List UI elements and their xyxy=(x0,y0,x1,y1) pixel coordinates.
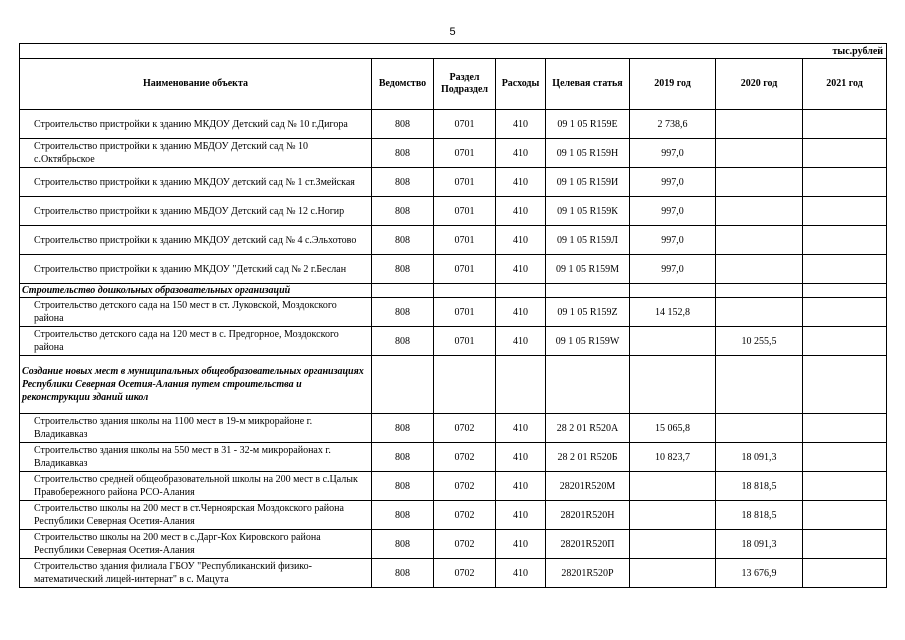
section-code-cell: 0701 xyxy=(434,298,496,327)
department-cell: 808 xyxy=(372,168,434,197)
expense-code-cell: 410 xyxy=(496,255,546,284)
target-article-cell: 09 1 05 R159М xyxy=(546,255,630,284)
empty-cell xyxy=(716,284,803,298)
amount-2021-cell xyxy=(803,414,887,443)
section-code-cell: 0701 xyxy=(434,197,496,226)
amount-2019-cell: 997,0 xyxy=(630,168,716,197)
target-article-cell: 28 2 01 R520Б xyxy=(546,443,630,472)
amount-2019-cell: 997,0 xyxy=(630,255,716,284)
object-name-cell: Строительство пристройки к зданию МКДОУ детский сад № 1 ст.Змейская xyxy=(20,168,372,197)
object-name-cell: Строительство школы на 200 мест в с.Дарг-Кох Кировского района Республики Северная Осетия-Алания xyxy=(20,530,372,559)
department-cell: 808 xyxy=(372,559,434,588)
expense-code-cell: 410 xyxy=(496,559,546,588)
empty-cell xyxy=(546,356,630,414)
amount-2020-cell xyxy=(716,139,803,168)
department-cell: 808 xyxy=(372,110,434,139)
object-name-cell: Строительство детского сада на 120 мест в с. Предгорное, Моздокского района xyxy=(20,327,372,356)
table-body xyxy=(20,110,887,588)
amount-2021-cell xyxy=(803,139,887,168)
section-code-cell: 0702 xyxy=(434,501,496,530)
amount-2020-cell xyxy=(716,226,803,255)
section-heading: Создание новых мест в муниципальных общеобразовательных организациях Республики Северная Осетия-Алания путем строительства и реконструкции зданий школ xyxy=(20,356,372,414)
expense-code-cell: 410 xyxy=(496,226,546,255)
table-row xyxy=(20,255,887,284)
col-header-2019: 2019 год xyxy=(630,59,716,110)
object-name-cell: Строительство пристройки к зданию МКДОУ детский сад № 4 с.Эльхотово xyxy=(20,226,372,255)
section-code-cell: 0702 xyxy=(434,472,496,501)
object-name-cell: Строительство пристройки к зданию МКДОУ Детский сад № 10 г.Дигора xyxy=(20,110,372,139)
amount-2019-cell xyxy=(630,530,716,559)
target-article-cell: 28201R520М xyxy=(546,472,630,501)
table-row xyxy=(20,501,887,530)
budget-table xyxy=(19,43,887,588)
amount-2021-cell xyxy=(803,327,887,356)
amount-2020-cell xyxy=(716,168,803,197)
expense-code-cell: 410 xyxy=(496,327,546,356)
table-row xyxy=(20,327,887,356)
header-row xyxy=(20,59,887,110)
department-cell: 808 xyxy=(372,443,434,472)
section-code-cell: 0701 xyxy=(434,255,496,284)
department-cell: 808 xyxy=(372,298,434,327)
amount-2020-cell xyxy=(716,197,803,226)
amount-2019-cell: 997,0 xyxy=(630,226,716,255)
target-article-cell: 09 1 05 R159Л xyxy=(546,226,630,255)
amount-2021-cell xyxy=(803,472,887,501)
empty-cell xyxy=(716,356,803,414)
expense-code-cell: 410 xyxy=(496,110,546,139)
table-row xyxy=(20,298,887,327)
section-heading-row xyxy=(20,356,887,414)
table-row xyxy=(20,139,887,168)
amount-2021-cell xyxy=(803,501,887,530)
department-cell: 808 xyxy=(372,501,434,530)
target-article-cell: 09 1 05 R159W xyxy=(546,327,630,356)
empty-cell xyxy=(630,284,716,298)
col-header-article: Целевая статья xyxy=(546,59,630,110)
expense-code-cell: 410 xyxy=(496,501,546,530)
empty-cell xyxy=(803,356,887,414)
amount-2020-cell: 18 091,3 xyxy=(716,530,803,559)
section-code-cell: 0701 xyxy=(434,110,496,139)
object-name-cell: Строительство пристройки к зданию МБДОУ Детский сад № 12 с.Ногир xyxy=(20,197,372,226)
object-name-cell: Строительство пристройки к зданию МКДОУ "Детский сад № 2 г.Беслан xyxy=(20,255,372,284)
amount-2019-cell xyxy=(630,327,716,356)
amount-2020-cell xyxy=(716,298,803,327)
amount-2020-cell: 10 255,5 xyxy=(716,327,803,356)
expense-code-cell: 410 xyxy=(496,472,546,501)
col-header-expense: Расходы xyxy=(496,59,546,110)
target-article-cell: 28201R520Р xyxy=(546,559,630,588)
amount-2020-cell: 18 818,5 xyxy=(716,472,803,501)
amount-2021-cell xyxy=(803,298,887,327)
section-heading: Строительство дошкольных образовательных организаций xyxy=(20,284,372,298)
amount-2019-cell xyxy=(630,559,716,588)
amount-2021-cell xyxy=(803,226,887,255)
col-header-2020: 2020 год xyxy=(716,59,803,110)
department-cell: 808 xyxy=(372,139,434,168)
empty-cell xyxy=(496,284,546,298)
empty-cell xyxy=(546,284,630,298)
section-code-cell: 0702 xyxy=(434,414,496,443)
target-article-cell: 09 1 05 R159E xyxy=(546,110,630,139)
amount-2021-cell xyxy=(803,110,887,139)
department-cell: 808 xyxy=(372,197,434,226)
expense-code-cell: 410 xyxy=(496,530,546,559)
section-code-cell: 0701 xyxy=(434,327,496,356)
expense-code-cell: 410 xyxy=(496,414,546,443)
target-article-cell: 09 1 05 R159К xyxy=(546,197,630,226)
amount-2021-cell xyxy=(803,530,887,559)
page-number: 5 xyxy=(449,26,456,38)
target-article-cell: 28 2 01 R520А xyxy=(546,414,630,443)
empty-cell xyxy=(496,356,546,414)
col-header-2021: 2021 год xyxy=(803,59,887,110)
amount-2021-cell xyxy=(803,443,887,472)
empty-cell xyxy=(434,284,496,298)
empty-cell xyxy=(372,356,434,414)
units-label: тыс.рублей xyxy=(20,44,887,59)
amount-2021-cell xyxy=(803,197,887,226)
amount-2019-cell: 997,0 xyxy=(630,139,716,168)
table-row xyxy=(20,559,887,588)
target-article-cell: 28201R520П xyxy=(546,530,630,559)
department-cell: 808 xyxy=(372,414,434,443)
expense-code-cell: 410 xyxy=(496,197,546,226)
col-header-section: Раздел Подраздел xyxy=(434,59,496,110)
amount-2019-cell: 15 065,8 xyxy=(630,414,716,443)
amount-2020-cell: 18 818,5 xyxy=(716,501,803,530)
object-name-cell: Строительство школы на 200 мест в ст.Черноярская Моздокского района Республики Северная Осетия-Алания xyxy=(20,501,372,530)
object-name-cell: Строительство здания филиала ГБОУ "Республиканский физико-математический лицей-интернат" в с. Мацута xyxy=(20,559,372,588)
section-code-cell: 0702 xyxy=(434,559,496,588)
table-row xyxy=(20,443,887,472)
col-header-name: Наименование объекта xyxy=(20,59,372,110)
target-article-cell: 09 1 05 R159Н xyxy=(546,139,630,168)
target-article-cell: 28201R520Н xyxy=(546,501,630,530)
empty-cell xyxy=(372,284,434,298)
table-row xyxy=(20,197,887,226)
amount-2019-cell xyxy=(630,472,716,501)
amount-2019-cell: 14 152,8 xyxy=(630,298,716,327)
amount-2021-cell xyxy=(803,559,887,588)
section-heading-row xyxy=(20,284,887,298)
section-code-cell: 0701 xyxy=(434,226,496,255)
object-name-cell: Строительство пристройки к зданию МБДОУ Детский сад № 10 с.Октябрьское xyxy=(20,139,372,168)
section-code-cell: 0702 xyxy=(434,530,496,559)
department-cell: 808 xyxy=(372,327,434,356)
amount-2020-cell: 18 091,3 xyxy=(716,443,803,472)
units-row xyxy=(20,44,887,59)
amount-2021-cell xyxy=(803,168,887,197)
table-row xyxy=(20,472,887,501)
amount-2019-cell xyxy=(630,501,716,530)
amount-2019-cell: 997,0 xyxy=(630,197,716,226)
object-name-cell: Строительство здания школы на 550 мест в 31 - 32-м микрорайонах г. Владикавказ xyxy=(20,443,372,472)
amount-2019-cell: 10 823,7 xyxy=(630,443,716,472)
table-row xyxy=(20,530,887,559)
section-code-cell: 0702 xyxy=(434,443,496,472)
department-cell: 808 xyxy=(372,226,434,255)
department-cell: 808 xyxy=(372,530,434,559)
amount-2021-cell xyxy=(803,255,887,284)
table-row xyxy=(20,414,887,443)
empty-cell xyxy=(803,284,887,298)
empty-cell xyxy=(630,356,716,414)
object-name-cell: Строительство средней общеобразовательной школы на 200 мест в с.Цалык Правобережного района РСО-Алания xyxy=(20,472,372,501)
table-row xyxy=(20,110,887,139)
col-header-dept: Ведомство xyxy=(372,59,434,110)
section-code-cell: 0701 xyxy=(434,139,496,168)
expense-code-cell: 410 xyxy=(496,298,546,327)
amount-2019-cell: 2 738,6 xyxy=(630,110,716,139)
amount-2020-cell xyxy=(716,414,803,443)
amount-2020-cell xyxy=(716,255,803,284)
department-cell: 808 xyxy=(372,255,434,284)
object-name-cell: Строительство здания школы на 1100 мест в 19-м микрорайоне г. Владикавказ xyxy=(20,414,372,443)
target-article-cell: 09 1 05 R159Z xyxy=(546,298,630,327)
section-code-cell: 0701 xyxy=(434,168,496,197)
table-row xyxy=(20,226,887,255)
department-cell: 808 xyxy=(372,472,434,501)
empty-cell xyxy=(434,356,496,414)
amount-2020-cell: 13 676,9 xyxy=(716,559,803,588)
table-row xyxy=(20,168,887,197)
amount-2020-cell xyxy=(716,110,803,139)
target-article-cell: 09 1 05 R159И xyxy=(546,168,630,197)
expense-code-cell: 410 xyxy=(496,443,546,472)
object-name-cell: Строительство детского сада на 150 мест в ст. Луковской, Моздокского района xyxy=(20,298,372,327)
expense-code-cell: 410 xyxy=(496,168,546,197)
expense-code-cell: 410 xyxy=(496,139,546,168)
